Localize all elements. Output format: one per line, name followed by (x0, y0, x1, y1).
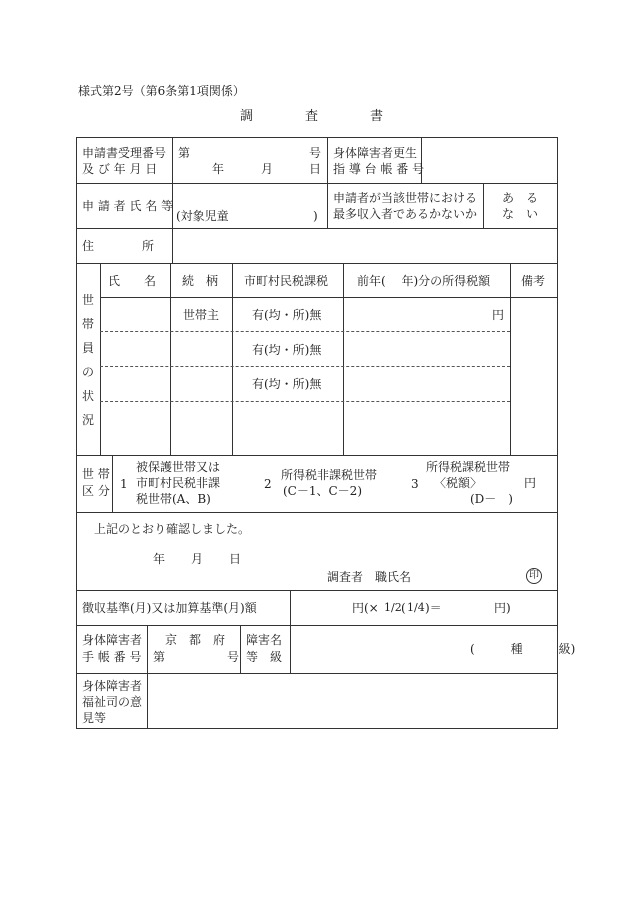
border-top (76, 137, 558, 138)
border-left (76, 137, 77, 729)
option-no: な い (502, 207, 539, 221)
border-row1-bottom (76, 183, 558, 184)
form-number: 様式第2号（第6条第1項関係） (78, 84, 245, 98)
household-side-char: 状 (82, 389, 95, 403)
certificate-label-line1: 身体障害者 (82, 633, 143, 647)
classification-opt3-line1: 所得税課税世帯 (426, 460, 511, 474)
household-row-divider (100, 331, 510, 332)
confirmation-month: 月 (191, 552, 204, 566)
header-tax-status: 市町村民税課税 (244, 274, 329, 288)
collection-paren-open: ( (401, 601, 406, 615)
classification-opt2-number: 2 (264, 477, 272, 491)
receipt-month: 月 (261, 162, 274, 176)
classification-opt1-line3: 税世帯(A、B) (136, 492, 211, 506)
classification-opt3-yen: 円 (524, 476, 537, 490)
certificate-go: 号 (227, 650, 240, 664)
target-child-label: (対象児童 (176, 209, 229, 223)
collection-equals: )＝ (425, 601, 442, 615)
investigator-label: 調査者 職氏名 (327, 570, 412, 584)
border-household-col-relation (170, 263, 171, 456)
receipt-year: 年 (212, 162, 225, 176)
receipt-day: 日 (309, 162, 322, 176)
border-address-bottom (76, 263, 558, 264)
receipt-label-line2: 及 び 年 月 日 (82, 162, 158, 176)
header-name: 氏 名 (108, 274, 157, 288)
opinion-label-line3: 見等 (82, 711, 107, 725)
border-cert-grade (290, 625, 291, 674)
border-row2-col3 (483, 183, 484, 229)
disability-grade-label-line2: 等 級 (246, 650, 283, 664)
border-household-bottom (76, 455, 558, 456)
ledger-label-line1: 身体障害者更生 (333, 146, 418, 160)
classification-opt3-line3: (D－ ) (470, 492, 513, 506)
border-cert-number (240, 625, 241, 674)
target-child-close: ) (313, 209, 318, 223)
max-income-question-line1: 申請者が当該世帯における (333, 191, 478, 205)
border-collection-bottom (76, 625, 558, 626)
receipt-label-line1: 申請書受理番号 (82, 146, 167, 160)
header-remarks: 備考 (521, 274, 546, 288)
household-side-char: 況 (82, 413, 95, 427)
opinion-label-line1: 身体障害者 (82, 679, 143, 693)
relation-household-head: 世帯主 (183, 308, 220, 322)
certificate-dai: 第 (153, 650, 166, 664)
seal-mark: 印 (526, 568, 542, 584)
classification-opt3-number: 3 (411, 477, 419, 491)
border-row1-col2 (327, 137, 328, 229)
border-row2-bottom (76, 228, 558, 229)
household-row-divider (100, 366, 510, 367)
classification-label-line1: 世 帯 (82, 467, 110, 481)
classification-opt3-line2: 〈税額〉 (434, 476, 483, 490)
certificate-label-line2: 手 帳 番 号 (82, 650, 142, 664)
border-household-col-remarks (510, 263, 511, 456)
household-side-char: の (82, 365, 95, 379)
border-row1-col3 (421, 137, 422, 184)
border-household-side (100, 263, 101, 456)
option-yes: あ る (502, 191, 539, 205)
border-classification-label (112, 455, 113, 513)
collection-quarter: 1/4 (407, 601, 425, 614)
border-household-col-income (343, 263, 344, 456)
classification-opt1-line1: 被保護世帯又は (136, 460, 221, 474)
header-income-tax: 前年( 年)分の所得税額 (357, 274, 491, 288)
tax-status-row1: 有(均・所)無 (252, 308, 322, 322)
household-side-char: 員 (82, 341, 95, 355)
collection-formula-yen: 円(× (352, 601, 379, 615)
tax-status-row3: 有(均・所)無 (252, 377, 322, 391)
classification-opt1-line2: 市町村民税非課 (136, 476, 221, 490)
border-classification-bottom (76, 512, 558, 513)
border-household-col-tax (232, 263, 233, 456)
confirmation-text: 上記のとおり確認しました。 (94, 522, 251, 536)
receipt-go: 号 (309, 146, 322, 160)
classification-opt1-number: 1 (120, 477, 128, 491)
receipt-dai: 第 (178, 146, 191, 160)
household-side-char: 帯 (82, 317, 95, 331)
applicant-label: 申 請 者 氏 名 等 (82, 199, 174, 213)
confirmation-year: 年 (153, 552, 166, 566)
border-cert-label (147, 625, 148, 729)
border-right (557, 137, 558, 729)
classification-opt2-line2: (C－1、C－2) (283, 484, 362, 498)
max-income-question-line2: 最多収入者であるかないか (333, 207, 478, 221)
collection-half: 1/2 (384, 601, 402, 614)
border-household-header-bottom (100, 297, 558, 298)
disability-grade-label-line1: 障害名 (246, 633, 283, 647)
income-tax-yen: 円 (492, 308, 505, 322)
collection-formula-end: 円) (494, 601, 511, 615)
confirmation-day: 日 (229, 552, 242, 566)
classification-label-line2: 区 分 (82, 484, 110, 498)
collection-label: 徴収基準(月)又は加算基準(月)額 (82, 601, 257, 615)
classification-opt2-line1: 所得税非課税世帯 (281, 468, 378, 482)
border-bottom (76, 728, 558, 729)
household-row-divider (100, 401, 510, 402)
border-confirmation-bottom (76, 590, 558, 591)
certificate-prefecture: 京 都 府 (165, 633, 226, 647)
household-side-char: 世 (82, 293, 95, 307)
border-collection-label (290, 590, 291, 626)
ledger-label-line2: 指 導 台 帳 番 号 (333, 162, 425, 176)
header-relation: 続 柄 (182, 274, 219, 288)
disability-grade-value: ( 種 級) (470, 642, 576, 656)
document-title: 調 査 書 (240, 109, 384, 124)
tax-status-row2: 有(均・所)無 (252, 343, 322, 357)
address-label: 住 所 (82, 239, 155, 253)
border-certificate-bottom (76, 673, 558, 674)
opinion-label-line2: 福祉司の意 (82, 695, 143, 709)
